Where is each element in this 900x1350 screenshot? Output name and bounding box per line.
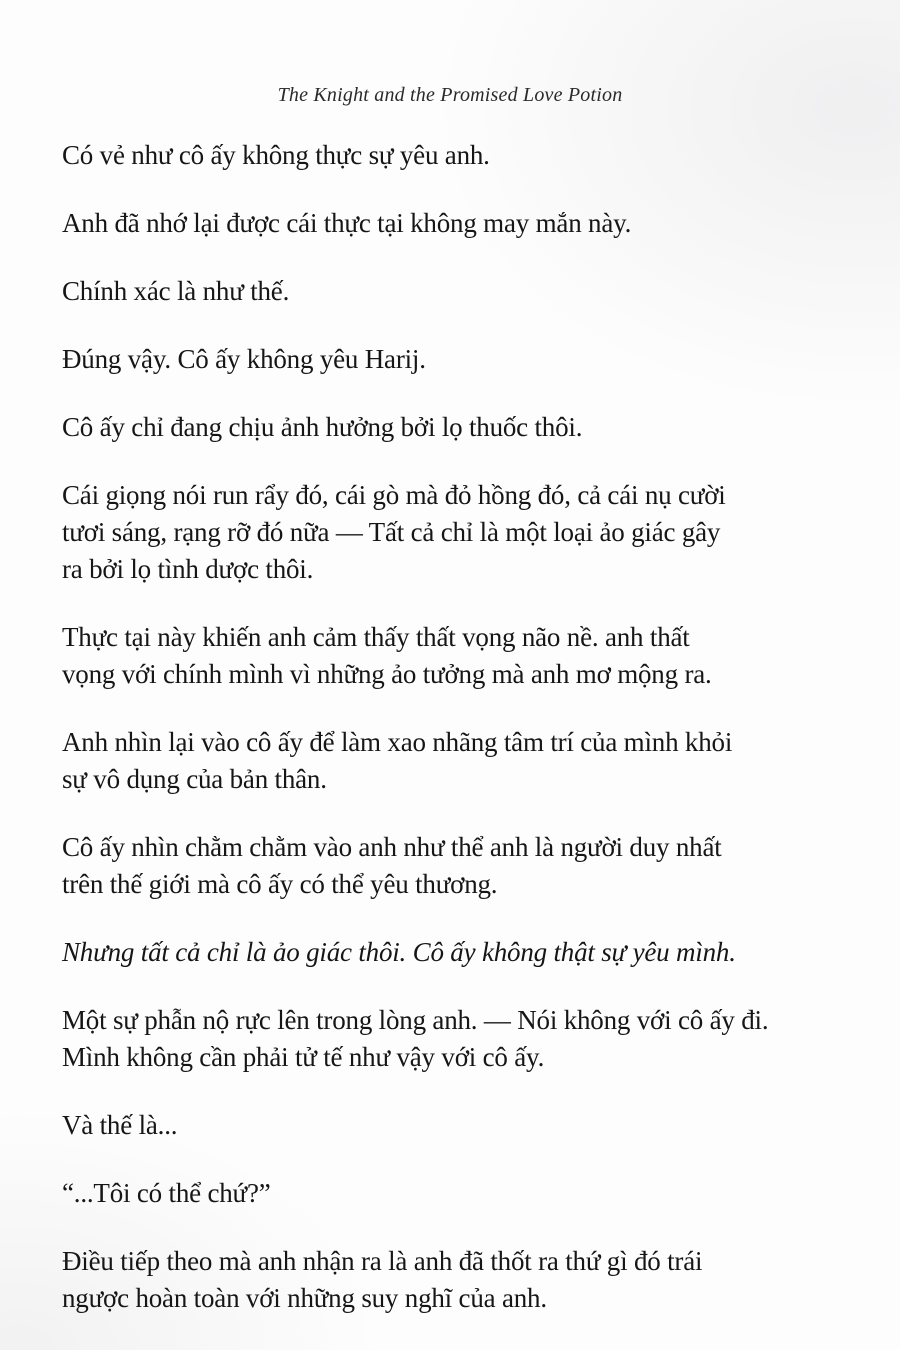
text-line: Nhưng tất cả chỉ là ảo giác thôi. Cô ấy không thật sự yêu mình. xyxy=(62,937,736,967)
text-line: ra bởi lọ tình dược thôi. xyxy=(62,554,314,584)
text-line: ngược hoàn toàn với những suy nghĩ của anh. xyxy=(62,1283,547,1313)
paragraph xyxy=(62,273,870,310)
text-line: Cái giọng nói run rẩy đó, cái gò mà đỏ hồng đó, cả cái nụ cười xyxy=(62,480,726,510)
text-line: vọng với chính mình vì những ảo tưởng mà anh mơ mộng ra. xyxy=(62,659,712,689)
paragraph xyxy=(62,409,870,446)
paragraph xyxy=(62,477,870,588)
text-line: Điều tiếp theo mà anh nhận ra là anh đã thốt ra thứ gì đó trái xyxy=(62,1246,703,1276)
paragraph xyxy=(62,137,870,174)
text-line: Và thế là... xyxy=(62,1110,178,1140)
text-line: Chính xác là như thế. xyxy=(62,276,290,306)
text-body xyxy=(62,137,870,1317)
chapter-title: The Knight and the Promised Love Potion xyxy=(277,84,623,106)
paragraph xyxy=(62,1107,870,1144)
text-line: “...Tôi có thể chứ?” xyxy=(62,1178,271,1208)
text-line: sự vô dụng của bản thân. xyxy=(62,764,327,794)
paragraph xyxy=(62,619,870,693)
paragraph xyxy=(62,829,870,903)
text-line: Thực tại này khiến anh cảm thấy thất vọng não nề. anh thất xyxy=(62,622,690,652)
text-line: trên thế giới mà cô ấy có thể yêu thương. xyxy=(62,869,498,899)
text-line: Cô ấy chỉ đang chịu ảnh hưởng bởi lọ thuốc thôi. xyxy=(62,412,583,442)
paragraph xyxy=(62,341,870,378)
text-line: Có vẻ như cô ấy không thực sự yêu anh. xyxy=(62,140,490,170)
paragraph xyxy=(62,724,870,798)
paragraph xyxy=(62,205,870,242)
text-line: Đúng vậy. Cô ấy không yêu Harij. xyxy=(62,344,426,374)
text-line: Cô ấy nhìn chằm chằm vào anh như thể anh là người duy nhất xyxy=(62,832,722,862)
text-line: Anh đã nhớ lại được cái thực tại không may mắn này. xyxy=(62,208,632,238)
paragraph xyxy=(62,1002,870,1076)
text-line: tươi sáng, rạng rỡ đó nữa — Tất cả chỉ là một loại ảo giác gây xyxy=(62,517,721,547)
text-line: Anh nhìn lại vào cô ấy để làm xao nhãng tâm trí của mình khỏi xyxy=(62,727,733,757)
paragraph-inner-monologue xyxy=(62,934,870,971)
paragraph xyxy=(62,1243,870,1317)
paragraph-dialogue xyxy=(62,1175,870,1212)
text-line: Một sự phẫn nộ rực lên trong lòng anh. — Nói không với cô ấy đi. xyxy=(62,1005,769,1035)
text-line: Mình không cần phải tử tế như vậy với cô ấy. xyxy=(62,1042,545,1072)
